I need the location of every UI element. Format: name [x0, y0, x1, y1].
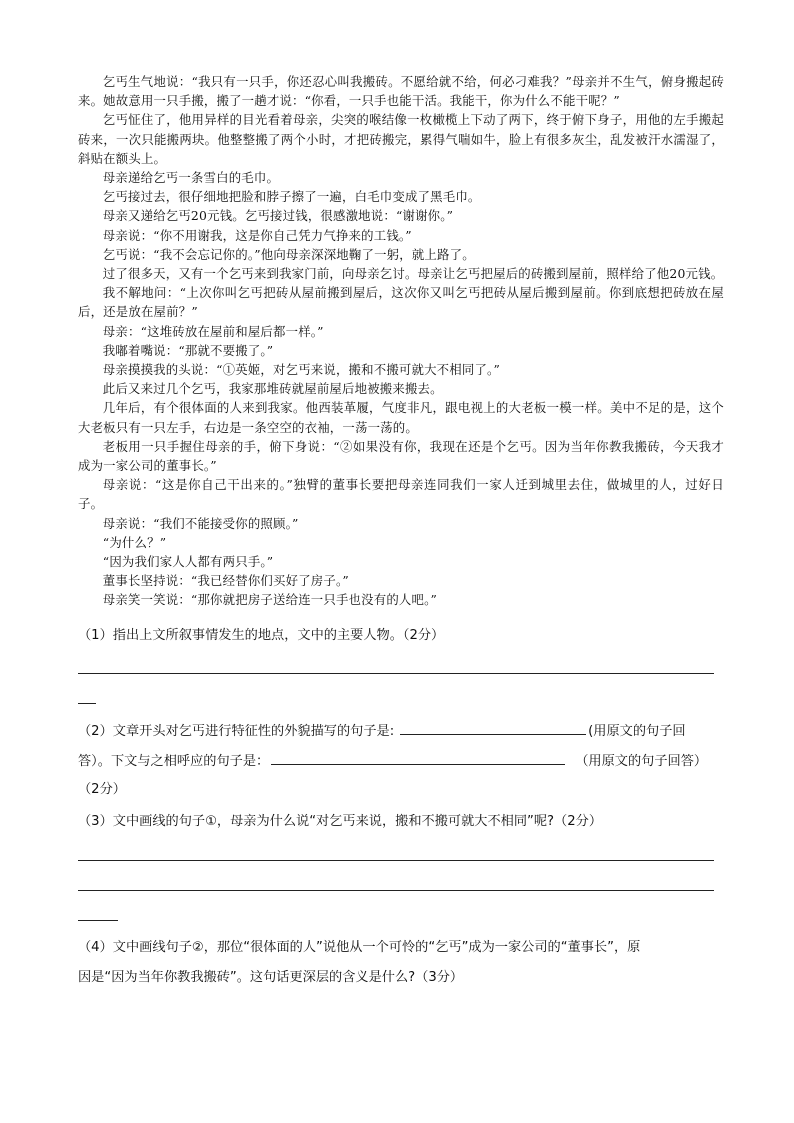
answer-line-q3a[interactable] — [78, 860, 714, 861]
story-paragraph: 乞丐怔住了，他用异样的目光看着母亲，尖突的喉结像一枚橄榄上下动了两下，终于俯下身子，用他的左手搬起砖来，一次只能搬两块。他整整搬了两个小时，才把砖搬完，累得气喘如牛，脸上有很多灰尘，乱发被汗水濡湿了，斜贴在额头上。 — [78, 112, 724, 166]
story-text — [78, 72, 724, 610]
story-paragraph: 母亲说：“我们不能接受你的照顾。” — [102, 515, 299, 531]
story-paragraph: 此后又来过几个乞丐，我家那堆砖就屋前屋后地被搬来搬去。 — [102, 381, 443, 397]
question-2-hint-2: （用原文的句子回答） — [575, 754, 708, 769]
story-paragraph: 母亲递给乞丐一条雪白的毛巾。 — [102, 170, 280, 186]
question-2-hint: (用原文的句子回 — [588, 724, 686, 739]
story-paragraph: 董事长坚持说：“我已经替你们买好了房子。” — [102, 573, 349, 589]
question-2-line2 — [78, 750, 724, 772]
story-paragraph: 母亲摸摸我的头说：“①英姬，对乞丐来说，搬和不搬可就大不相同了。” — [102, 362, 500, 378]
answer-blank-q2b[interactable] — [271, 750, 565, 765]
story-paragraph: “因为我们家人人都有两只手。” — [102, 554, 274, 570]
question-3: （3）文中画线的句子①，母亲为什么说“对乞丐来说，搬和不搬可就大不相同”呢?（2分） — [78, 814, 603, 829]
story-paragraph: 我不解地问：“上次你叫乞丐把砖从屋前搬到屋后，这次你又叫乞丐把砖从屋后搬到屋前。你到底想把砖放在屋后，还是放在屋前？” — [78, 285, 724, 320]
story-paragraph: 母亲：“这堆砖放在屋前和屋后都一样。” — [102, 323, 324, 339]
answer-line-q3b[interactable] — [78, 890, 714, 891]
story-paragraph: 老板用一只手握住母亲的手，俯下身说：“②如果没有你，我现在还是个乞丐。因为当年你教我搬砖，今天我才成为一家公司的董事长。” — [78, 438, 724, 474]
question-1: （1）指出上文所叙事情发生的地点，文中的主要人物。（2分） — [78, 628, 445, 643]
story-paragraph: 过了很多天，又有一个乞丐来到我家门前，向母亲乞讨。母亲让乞丐把屋后的砖搬到屋前，照样给了他20元钱。 — [102, 266, 724, 282]
question-4-line2: 因是“因为当年你教我搬砖”。这句话更深层的含义是什么?（3分） — [78, 970, 464, 985]
story-paragraph: 母亲笑一笑说：“那你就把房子送给连一只手也没有的人吧。” — [102, 592, 438, 608]
story-paragraph: “为什么？” — [102, 534, 167, 550]
question-2 — [78, 720, 724, 742]
answer-blank-q2a[interactable] — [400, 720, 586, 735]
answer-line-q1[interactable] — [78, 673, 714, 674]
story-paragraph: 母亲说：“你不用谢我，这是你自己凭力气挣来的工钱。” — [102, 227, 412, 243]
question-4: （4）文中画线句子②，那位“很体面的人”说他从一个可怜的“乞丐”成为一家公司的“董事长”，原 — [78, 940, 641, 955]
answer-line-q1-end[interactable] — [78, 703, 96, 704]
question-2-score: （2分） — [78, 782, 126, 797]
story-paragraph: 乞丐生气地说：“我只有一只手，你还忍心叫我搬砖。不愿给就不给，何必刁难我？”母亲并不生气，俯身搬起砖来。她故意用一只手搬，搬了一趟才说：“你看，一只手也能干活。我能干，你为什么不能干呢？” — [78, 74, 724, 109]
story-paragraph: 母亲说：“这是你自己干出来的。”独臂的董事长要把母亲连同我们一家人迁到城里去住，做城里的人，过好日子。 — [78, 477, 724, 512]
story-paragraph: 乞丐接过去，很仔细地把脸和脖子擦了一遍，白毛巾变成了黑毛巾。 — [102, 189, 481, 205]
story-paragraph: 乞丐说：“我不会忘记你的。”他向母亲深深地鞠了一躬，就上路了。 — [102, 246, 475, 262]
question-2-text-2: 答）。下文与之相呼应的句子是： — [78, 754, 270, 769]
question-2-text: （2）文章开头对乞丐进行特征性的外貌描写的句子是: — [78, 724, 395, 739]
story-paragraph: 几年后，有个很体面的人来到我家。他西装革履，气度非凡，跟电视上的大老板一模一样。美中不足的是，这个大老板只有一只左手，右边是一条空空的衣袖，一荡一荡的。 — [78, 400, 724, 435]
story-paragraph: 母亲又递给乞丐20元钱。乞丐接过钱，很感激地说：“谢谢你。” — [102, 208, 454, 224]
story-paragraph: 我嘟着嘴说：“那就不要搬了。” — [102, 342, 274, 358]
answer-line-q3-end[interactable] — [78, 920, 118, 921]
